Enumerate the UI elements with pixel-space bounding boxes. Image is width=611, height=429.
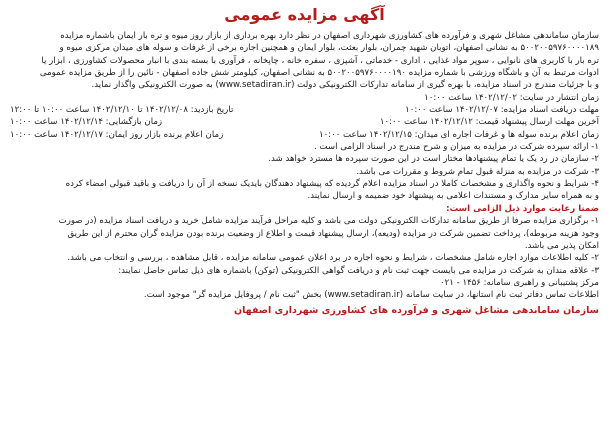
condition-item: ۴- شرایط و نحوه واگذاری و مشخصات کاملا در اسناد مزایده اعلام گردیده که پیشنهاد دهندگان بایدیک نسخه از آن را دریافت و باقید قبولی امضاء کرده — [65, 179, 599, 190]
dates-row-3 — [10, 129, 599, 141]
note-item: ۱- برگزاری مزایده صرفا از طریق سامانه تدارکات الکترونیکی دولت می باشد و کلیه مراحل فرآیند مزایده شامل خرید و دریافت اسناد مزایده (در صورت — [58, 216, 599, 227]
note-item: ۲- کلیه اطلاعات موارد اجاره شامل مشخصات ، شرایط و نحوه اجاره در برد اعلان عمومی سامانه مزایده ، قابل مشاهده ، بررسی و انتخاب می باشد. — [67, 253, 599, 264]
date-visit: تاریخ بازدید: ۱۴۰۲/۱۲/۰۸ تا ۱۴۰۲/۱۲/۱۰ ساعت ۱۰:۰۰ تا ۱۲:۰۰ — [10, 105, 234, 116]
dates-row-2 — [10, 116, 599, 128]
notes-heading: ضمنا رعایت موارد ذیل الزامی است: — [446, 203, 599, 214]
condition-item: و به همراه سایر مدارک و مستندات اعلامی به پیشنهاد خود ضمیمه و ارسال نمایند. — [307, 191, 599, 202]
dates-row-1 — [10, 104, 599, 116]
date-publish: زمان انتشار در سایت: ۱۴۰۲/۱۲/۰۲ ساعت ۱۰:۰۰ — [424, 92, 599, 103]
issuer-signature: سازمان ساماندهی مشاغل شهری و فرآورده های کشاورزی شهرداری اصفهان — [234, 304, 599, 316]
note-support-phone: مرکز پشتیبانی و راهبری سامانه: ۱۴۵۶ - ۰۲۱ — [440, 277, 599, 288]
date-bid-deadline: آخرین مهلت ارسال پیشنهاد قیمت: ۱۴۰۲/۱۲/۱۲ ساعت ۱۰:۰۰ — [379, 117, 599, 128]
note-registration-info: اطلاعات تماس دفاتر ثبت نام استانها، در سایت سامانه (www.setadiran.ir) بخش "ثبت نام / پروفایل مزایده گر" موجود است. — [143, 290, 599, 301]
date-winner-bazaar: زمان اعلام برنده بازار روز ایمان: ۱۴۰۲/۱۲/۱۷ ساعت ۱۰:۰۰ — [10, 129, 224, 140]
note-item: وجود هزینه مربوطه)، پرداخت تضمین شرکت در مزایده (ودیعه)، ارسال پیشنهاد قیمت و اطلاع از وضعیت برنده بودن مزایده گران محترم از این طریق — [67, 228, 599, 239]
condition-item: ۲- سازمان در رد یک یا تمام پیشنهادها مختار است در این صورت سپرده ها مسترد خواهد شد. — [268, 154, 599, 165]
date-winner-booths: زمان اعلام برنده سوله ها و غرفات اجاره ای میدان: ۱۴۰۲/۱۲/۱۵ ساعت ۱۰:۰۰ — [318, 129, 599, 140]
intro-line: و با جزئیات مندرج در اسناد مزایده، با بهره گیری از سامانه تدارکات الکترونیکی دولت (www.setadiran.ir) به صورت الکترونیکی واگذار نماید. — [91, 80, 599, 91]
intro-line: ادوات مرتبط به آن و باشگاه ورزشی با شماره مزایده ۵۰۰۲۰۰۵۹۷۶۰۰۰۰۱۹۰ به نشانی اصفهان، کیلومتر شش جاده اصفهان - نائین را از طریق مزایده عمومی — [39, 68, 599, 79]
note-item: امکان پذیر می باشد. — [524, 240, 599, 251]
intro-line: تره بار با کاربری های نانوایی ، سوپر مواد غذایی ، اداری - خدماتی ، آشپزی ، سفره خانه ، چاپخانه ، فرآوری با بسته بندی با انبار محصولات کشاورزی ، ابزار یا — [41, 55, 599, 66]
date-doc-receipt: مهلت دریافت اسناد مزایده: ۱۴۰۲/۱۲/۰۷ ساعت ۱۰:۰۰ — [405, 105, 599, 116]
note-item: ۳- علاقه مندان به شرکت در مزایده می بایست جهت ثبت نام و دریافت گواهی الکترونیکی (توکن) باشماره های ذیل تماس حاصل نمایند: — [118, 265, 599, 276]
condition-item: ۱- ارائه سپرده شرکت در مزایده به میزان و شرح مندرج در اسناد الزامی است . — [313, 142, 599, 153]
notice-title: آگهی مزایده عمومی — [224, 5, 385, 24]
intro-line: سازمان ساماندهی مشاغل شهری و فرآورده های کشاورزی شهرداری اصفهان در نظر دارد بهره برداری از بازار روز میوه و تره بار ایمان باشماره مزایده — [60, 31, 599, 41]
condition-item: ۳- شرکت در مزایده به منزله قبول تمام شروط و مقررات می باشد. — [356, 166, 599, 177]
intro-line: ۵۰۰۲۰۰۵۹۷۶۰۰۰۰۱۸۹ به نشانی اصفهان، اتوبان شهید چمران، بلوار بعثت، بلوار ایمان و همچنین اجاره برخی از غرفات و سوله های میدان مرکزی میوه و — [59, 43, 599, 54]
date-opening: زمان بازگشایی: ۱۴۰۲/۱۲/۱۴ ساعت ۱۰:۰۰ — [10, 117, 163, 128]
